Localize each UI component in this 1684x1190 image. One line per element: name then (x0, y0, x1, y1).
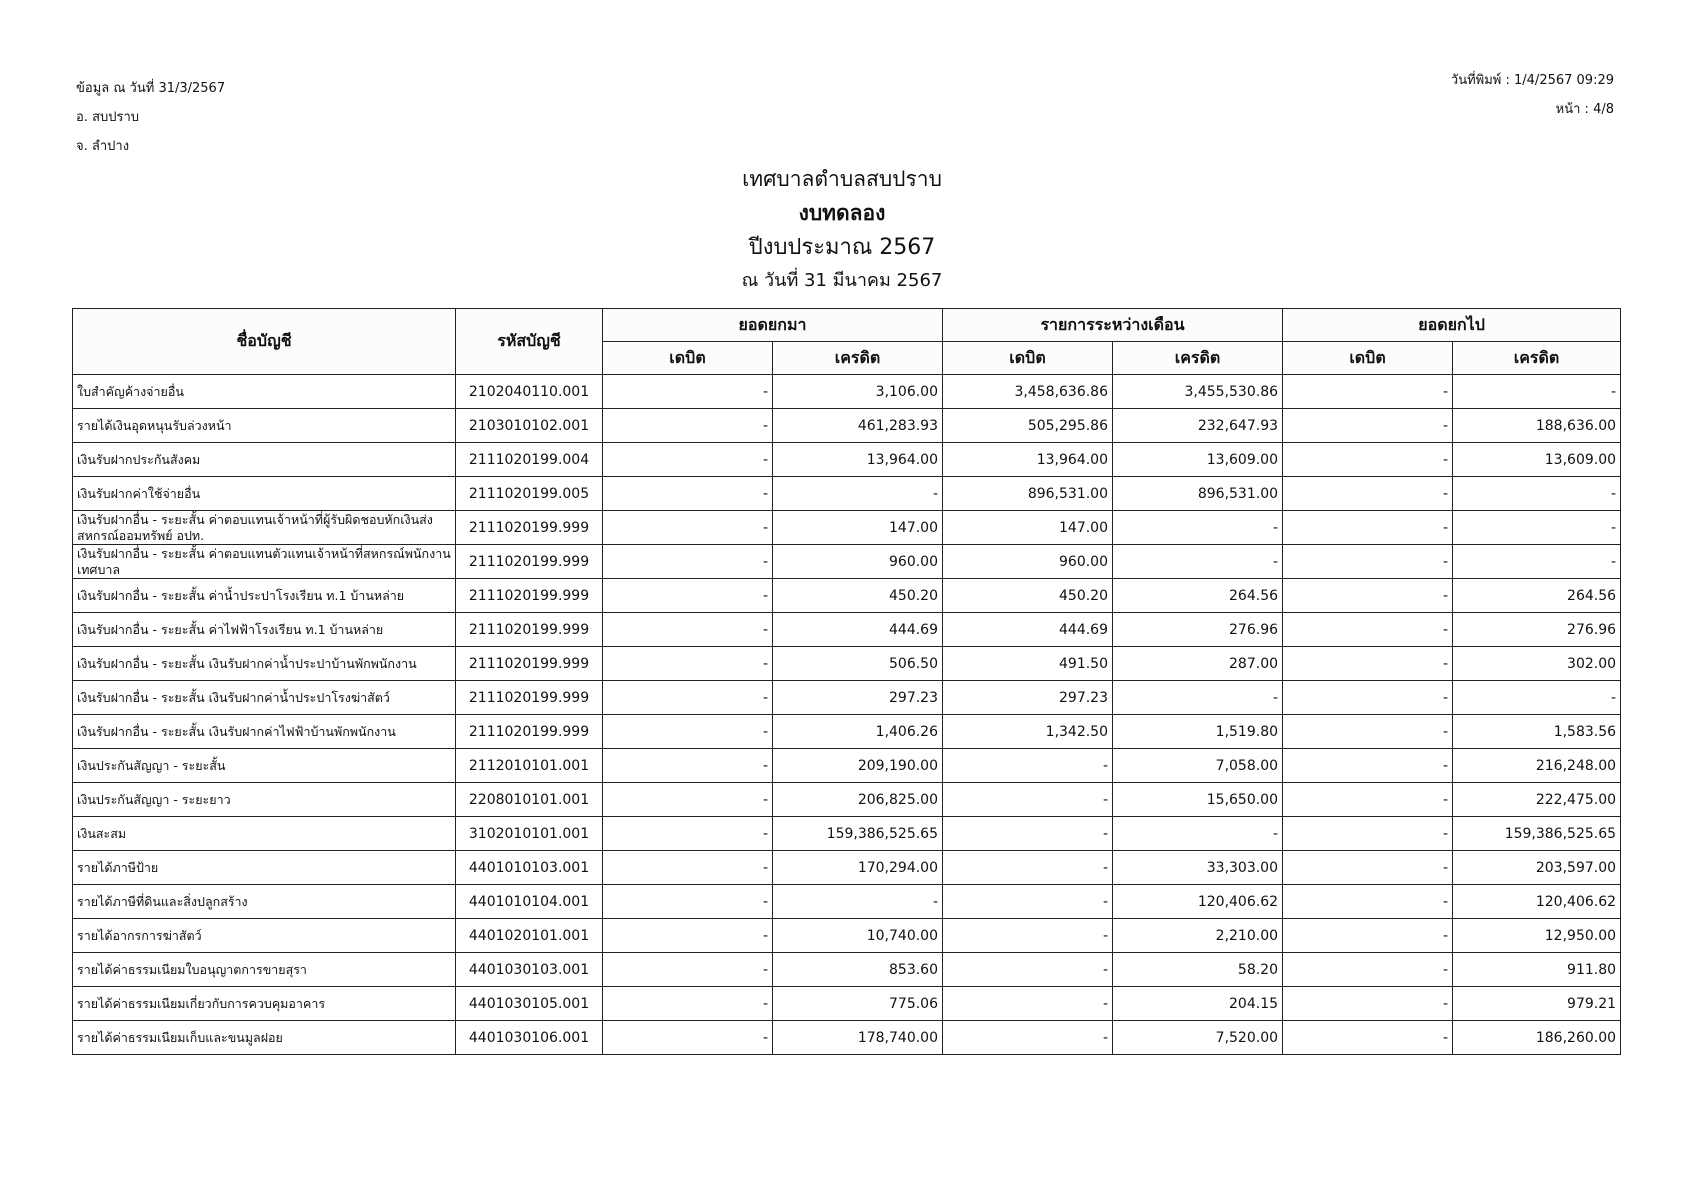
bf-credit: 506.50 (773, 647, 943, 681)
bf-debit: - (603, 919, 773, 953)
month-debit: 505,295.86 (943, 409, 1113, 443)
account-code: 2112010101.001 (456, 749, 603, 783)
account-code: 2111020199.999 (456, 545, 603, 579)
account-code: 2111020199.999 (456, 579, 603, 613)
report-meta-left (76, 74, 225, 161)
header-bf-credit: เครดิต (773, 342, 943, 375)
bf-debit: - (603, 647, 773, 681)
cf-credit: 12,950.00 (1453, 919, 1621, 953)
month-debit: - (943, 919, 1113, 953)
cf-credit: - (1453, 511, 1621, 545)
month-debit: 444.69 (943, 613, 1113, 647)
account-code: 4401010104.001 (456, 885, 603, 919)
cf-credit: 302.00 (1453, 647, 1621, 681)
header-month-debit: เดบิต (943, 342, 1113, 375)
cf-debit: - (1283, 987, 1453, 1021)
month-credit: 7,058.00 (1113, 749, 1283, 783)
month-credit: 13,609.00 (1113, 443, 1283, 477)
table-row (73, 613, 1621, 647)
account-name: เงินรับฝากค่าใช้จ่ายอื่น (73, 477, 456, 511)
table-row (73, 851, 1621, 885)
page-number: หน้า : 4/8 (1555, 102, 1614, 117)
cf-debit: - (1283, 511, 1453, 545)
bf-debit: - (603, 409, 773, 443)
account-code: 2111020199.999 (456, 647, 603, 681)
table-row (73, 443, 1621, 477)
month-credit: 1,519.80 (1113, 715, 1283, 749)
cf-debit: - (1283, 647, 1453, 681)
cf-debit: - (1283, 1021, 1453, 1055)
account-code: 4401030103.001 (456, 953, 603, 987)
month-debit: - (943, 749, 1113, 783)
month-credit: 276.96 (1113, 613, 1283, 647)
bf-credit: 178,740.00 (773, 1021, 943, 1055)
cf-credit: 203,597.00 (1453, 851, 1621, 885)
fiscal-year: ปีงบประมาณ 2567 (748, 235, 936, 260)
bf-debit: - (603, 511, 773, 545)
account-code: 2103010102.001 (456, 409, 603, 443)
bf-credit: 170,294.00 (773, 851, 943, 885)
table-body (73, 375, 1621, 1055)
header-cf-credit: เครดิต (1453, 342, 1621, 375)
report-titles (0, 162, 1684, 296)
table-row (73, 987, 1621, 1021)
month-credit: - (1113, 545, 1283, 579)
cf-debit: - (1283, 885, 1453, 919)
cf-credit: 216,248.00 (1453, 749, 1621, 783)
account-name: เงินรับฝากอื่น - ระยะสั้น เงินรับฝากค่าน้ำประปาโรงฆ่าสัตว์ (73, 681, 456, 715)
month-debit: 491.50 (943, 647, 1113, 681)
account-code: 2111020199.999 (456, 613, 603, 647)
account-name: เงินรับฝากอื่น - ระยะสั้น เงินรับฝากค่าไฟฟ้าบ้านพักพนักงาน (73, 715, 456, 749)
bf-credit: 10,740.00 (773, 919, 943, 953)
cf-credit: 120,406.62 (1453, 885, 1621, 919)
account-name: รายได้ค่าธรรมเนียมเกี่ยวกับการควบคุมอาคาร (73, 987, 456, 1021)
cf-debit: - (1283, 477, 1453, 511)
month-credit: 7,520.00 (1113, 1021, 1283, 1055)
month-credit: 204.15 (1113, 987, 1283, 1021)
bf-credit: 159,386,525.65 (773, 817, 943, 851)
cf-credit: 188,636.00 (1453, 409, 1621, 443)
table-row (73, 919, 1621, 953)
month-credit: 120,406.62 (1113, 885, 1283, 919)
cf-credit: 222,475.00 (1453, 783, 1621, 817)
header-account-code: รหัสบัญชี (456, 309, 603, 375)
bf-credit: 1,406.26 (773, 715, 943, 749)
month-credit: 896,531.00 (1113, 477, 1283, 511)
month-debit: 1,342.50 (943, 715, 1113, 749)
month-debit: - (943, 1021, 1113, 1055)
bf-debit: - (603, 715, 773, 749)
account-code: 4401020101.001 (456, 919, 603, 953)
bf-credit: 960.00 (773, 545, 943, 579)
as-of-date: ณ วันที่ 31 มีนาคม 2567 (741, 270, 943, 291)
cf-credit: 276.96 (1453, 613, 1621, 647)
header-brought-forward: ยอดยกมา (603, 309, 943, 342)
table-row (73, 375, 1621, 409)
table-row (73, 681, 1621, 715)
bf-credit: - (773, 885, 943, 919)
bf-debit: - (603, 579, 773, 613)
month-debit: 13,964.00 (943, 443, 1113, 477)
cf-credit: - (1453, 375, 1621, 409)
cf-debit: - (1283, 851, 1453, 885)
bf-credit: 444.69 (773, 613, 943, 647)
bf-credit: 461,283.93 (773, 409, 943, 443)
account-code: 2208010101.001 (456, 783, 603, 817)
month-credit: 2,210.00 (1113, 919, 1283, 953)
table-row (73, 511, 1621, 545)
bf-credit: 775.06 (773, 987, 943, 1021)
account-name: รายได้เงินอุดหนุนรับล่วงหน้า (73, 409, 456, 443)
province: จ. ลำปาง (76, 139, 130, 154)
cf-debit: - (1283, 953, 1453, 987)
data-date: ข้อมูล ณ วันที่ 31/3/2567 (76, 81, 226, 96)
table-row (73, 409, 1621, 443)
cf-credit: 13,609.00 (1453, 443, 1621, 477)
cf-debit: - (1283, 681, 1453, 715)
account-name: รายได้ค่าธรรมเนียมใบอนุญาตการขายสุรา (73, 953, 456, 987)
bf-credit: 209,190.00 (773, 749, 943, 783)
bf-credit: 3,106.00 (773, 375, 943, 409)
month-debit: - (943, 987, 1113, 1021)
month-credit: 3,455,530.86 (1113, 375, 1283, 409)
account-code: 2111020199.005 (456, 477, 603, 511)
cf-credit: 1,583.56 (1453, 715, 1621, 749)
bf-credit: - (773, 477, 943, 511)
table-row (73, 545, 1621, 579)
header-during-month: รายการระหว่างเดือน (943, 309, 1283, 342)
table-row (73, 783, 1621, 817)
cf-credit: 911.80 (1453, 953, 1621, 987)
cf-credit: 979.21 (1453, 987, 1621, 1021)
report-title: งบทดลอง (798, 201, 886, 225)
org-name: เทศบาลตำบลสบปราบ (742, 167, 942, 191)
month-debit: 960.00 (943, 545, 1113, 579)
account-code: 2111020199.999 (456, 511, 603, 545)
bf-debit: - (603, 817, 773, 851)
month-credit: 264.56 (1113, 579, 1283, 613)
bf-debit: - (603, 681, 773, 715)
table-row (73, 715, 1621, 749)
cf-debit: - (1283, 375, 1453, 409)
bf-debit: - (603, 749, 773, 783)
account-code: 3102010101.001 (456, 817, 603, 851)
district: อ. สบปราบ (76, 110, 140, 125)
cf-debit: - (1283, 817, 1453, 851)
report-meta-right (1451, 66, 1614, 124)
month-credit: - (1113, 511, 1283, 545)
account-name: รายได้อากรการฆ่าสัตว์ (73, 919, 456, 953)
account-name: เงินรับฝากประกันสังคม (73, 443, 456, 477)
cf-credit: - (1453, 477, 1621, 511)
table-row (73, 817, 1621, 851)
account-code: 4401030106.001 (456, 1021, 603, 1055)
table-row (73, 1021, 1621, 1055)
account-name: ใบสำคัญค้างจ่ายอื่น (73, 375, 456, 409)
bf-debit: - (603, 613, 773, 647)
account-code: 2111020199.999 (456, 715, 603, 749)
account-name: รายได้ภาษีป้าย (73, 851, 456, 885)
bf-credit: 147.00 (773, 511, 943, 545)
account-name: รายได้ค่าธรรมเนียมเก็บและขนมูลฝอย (73, 1021, 456, 1055)
header-month-credit: เครดิต (1113, 342, 1283, 375)
month-credit: 232,647.93 (1113, 409, 1283, 443)
month-credit: - (1113, 817, 1283, 851)
table-row (73, 885, 1621, 919)
bf-debit: - (603, 477, 773, 511)
account-name: เงินรับฝากอื่น - ระยะสั้น ค่าน้ำประปาโรงเรียน ท.1 บ้านหล่าย (73, 579, 456, 613)
cf-debit: - (1283, 749, 1453, 783)
account-code: 2111020199.004 (456, 443, 603, 477)
bf-debit: - (603, 545, 773, 579)
cf-credit: - (1453, 681, 1621, 715)
table-row (73, 477, 1621, 511)
cf-debit: - (1283, 409, 1453, 443)
cf-debit: - (1283, 715, 1453, 749)
trial-balance-table (72, 308, 1621, 1055)
table-header (73, 309, 1621, 375)
bf-credit: 13,964.00 (773, 443, 943, 477)
cf-credit: 186,260.00 (1453, 1021, 1621, 1055)
header-bf-debit: เดบิต (603, 342, 773, 375)
account-name: เงินรับฝากอื่น - ระยะสั้น ค่าไฟฟ้าโรงเรียน ท.1 บ้านหล่าย (73, 613, 456, 647)
account-code: 4401010103.001 (456, 851, 603, 885)
bf-debit: - (603, 783, 773, 817)
account-name: เงินรับฝากอื่น - ระยะสั้น ค่าตอบแทนตัวแทนเจ้าหน้าที่สหกรณ์พนักงานเทศบาล (73, 545, 456, 579)
bf-debit: - (603, 851, 773, 885)
month-debit: - (943, 783, 1113, 817)
bf-debit: - (603, 987, 773, 1021)
account-name: เงินรับฝากอื่น - ระยะสั้น เงินรับฝากค่าน้ำประปาบ้านพักพนักงาน (73, 647, 456, 681)
cf-debit: - (1283, 919, 1453, 953)
month-credit: 287.00 (1113, 647, 1283, 681)
account-name: เงินรับฝากอื่น - ระยะสั้น ค่าตอบแทนเจ้าหน้าที่ผู้รับผิดชอบหักเงินส่งสหกรณ์ออมทรัพย์ อปท. (73, 511, 456, 545)
account-name: เงินประกันสัญญา - ระยะยาว (73, 783, 456, 817)
cf-debit: - (1283, 783, 1453, 817)
bf-credit: 206,825.00 (773, 783, 943, 817)
month-credit: 15,650.00 (1113, 783, 1283, 817)
cf-credit: - (1453, 545, 1621, 579)
bf-debit: - (603, 443, 773, 477)
header-account-name: ชื่อบัญชี (73, 309, 456, 375)
cf-debit: - (1283, 613, 1453, 647)
month-debit: 450.20 (943, 579, 1113, 613)
table-row (73, 579, 1621, 613)
header-cf-debit: เดบิต (1283, 342, 1453, 375)
month-credit: - (1113, 681, 1283, 715)
account-name: เงินประกันสัญญา - ระยะสั้น (73, 749, 456, 783)
account-code: 2102040110.001 (456, 375, 603, 409)
account-name: เงินสะสม (73, 817, 456, 851)
month-credit: 33,303.00 (1113, 851, 1283, 885)
month-debit: 297.23 (943, 681, 1113, 715)
account-code: 4401030105.001 (456, 987, 603, 1021)
cf-debit: - (1283, 443, 1453, 477)
month-debit: - (943, 953, 1113, 987)
account-name: รายได้ภาษีที่ดินและสิ่งปลูกสร้าง (73, 885, 456, 919)
bf-credit: 853.60 (773, 953, 943, 987)
table-row (73, 953, 1621, 987)
header-carried-forward: ยอดยกไป (1283, 309, 1621, 342)
month-debit: 147.00 (943, 511, 1113, 545)
month-debit: - (943, 885, 1113, 919)
month-debit: - (943, 817, 1113, 851)
cf-credit: 159,386,525.65 (1453, 817, 1621, 851)
cf-debit: - (1283, 579, 1453, 613)
month-debit: - (943, 851, 1113, 885)
month-debit: 3,458,636.86 (943, 375, 1113, 409)
bf-credit: 450.20 (773, 579, 943, 613)
bf-debit: - (603, 885, 773, 919)
month-debit: 896,531.00 (943, 477, 1113, 511)
bf-debit: - (603, 1021, 773, 1055)
table-row (73, 749, 1621, 783)
month-credit: 58.20 (1113, 953, 1283, 987)
bf-credit: 297.23 (773, 681, 943, 715)
table-row (73, 647, 1621, 681)
cf-debit: - (1283, 545, 1453, 579)
bf-debit: - (603, 953, 773, 987)
account-code: 2111020199.999 (456, 681, 603, 715)
cf-credit: 264.56 (1453, 579, 1621, 613)
bf-debit: - (603, 375, 773, 409)
print-date: วันที่พิมพ์ : 1/4/2567 09:29 (1450, 73, 1614, 88)
